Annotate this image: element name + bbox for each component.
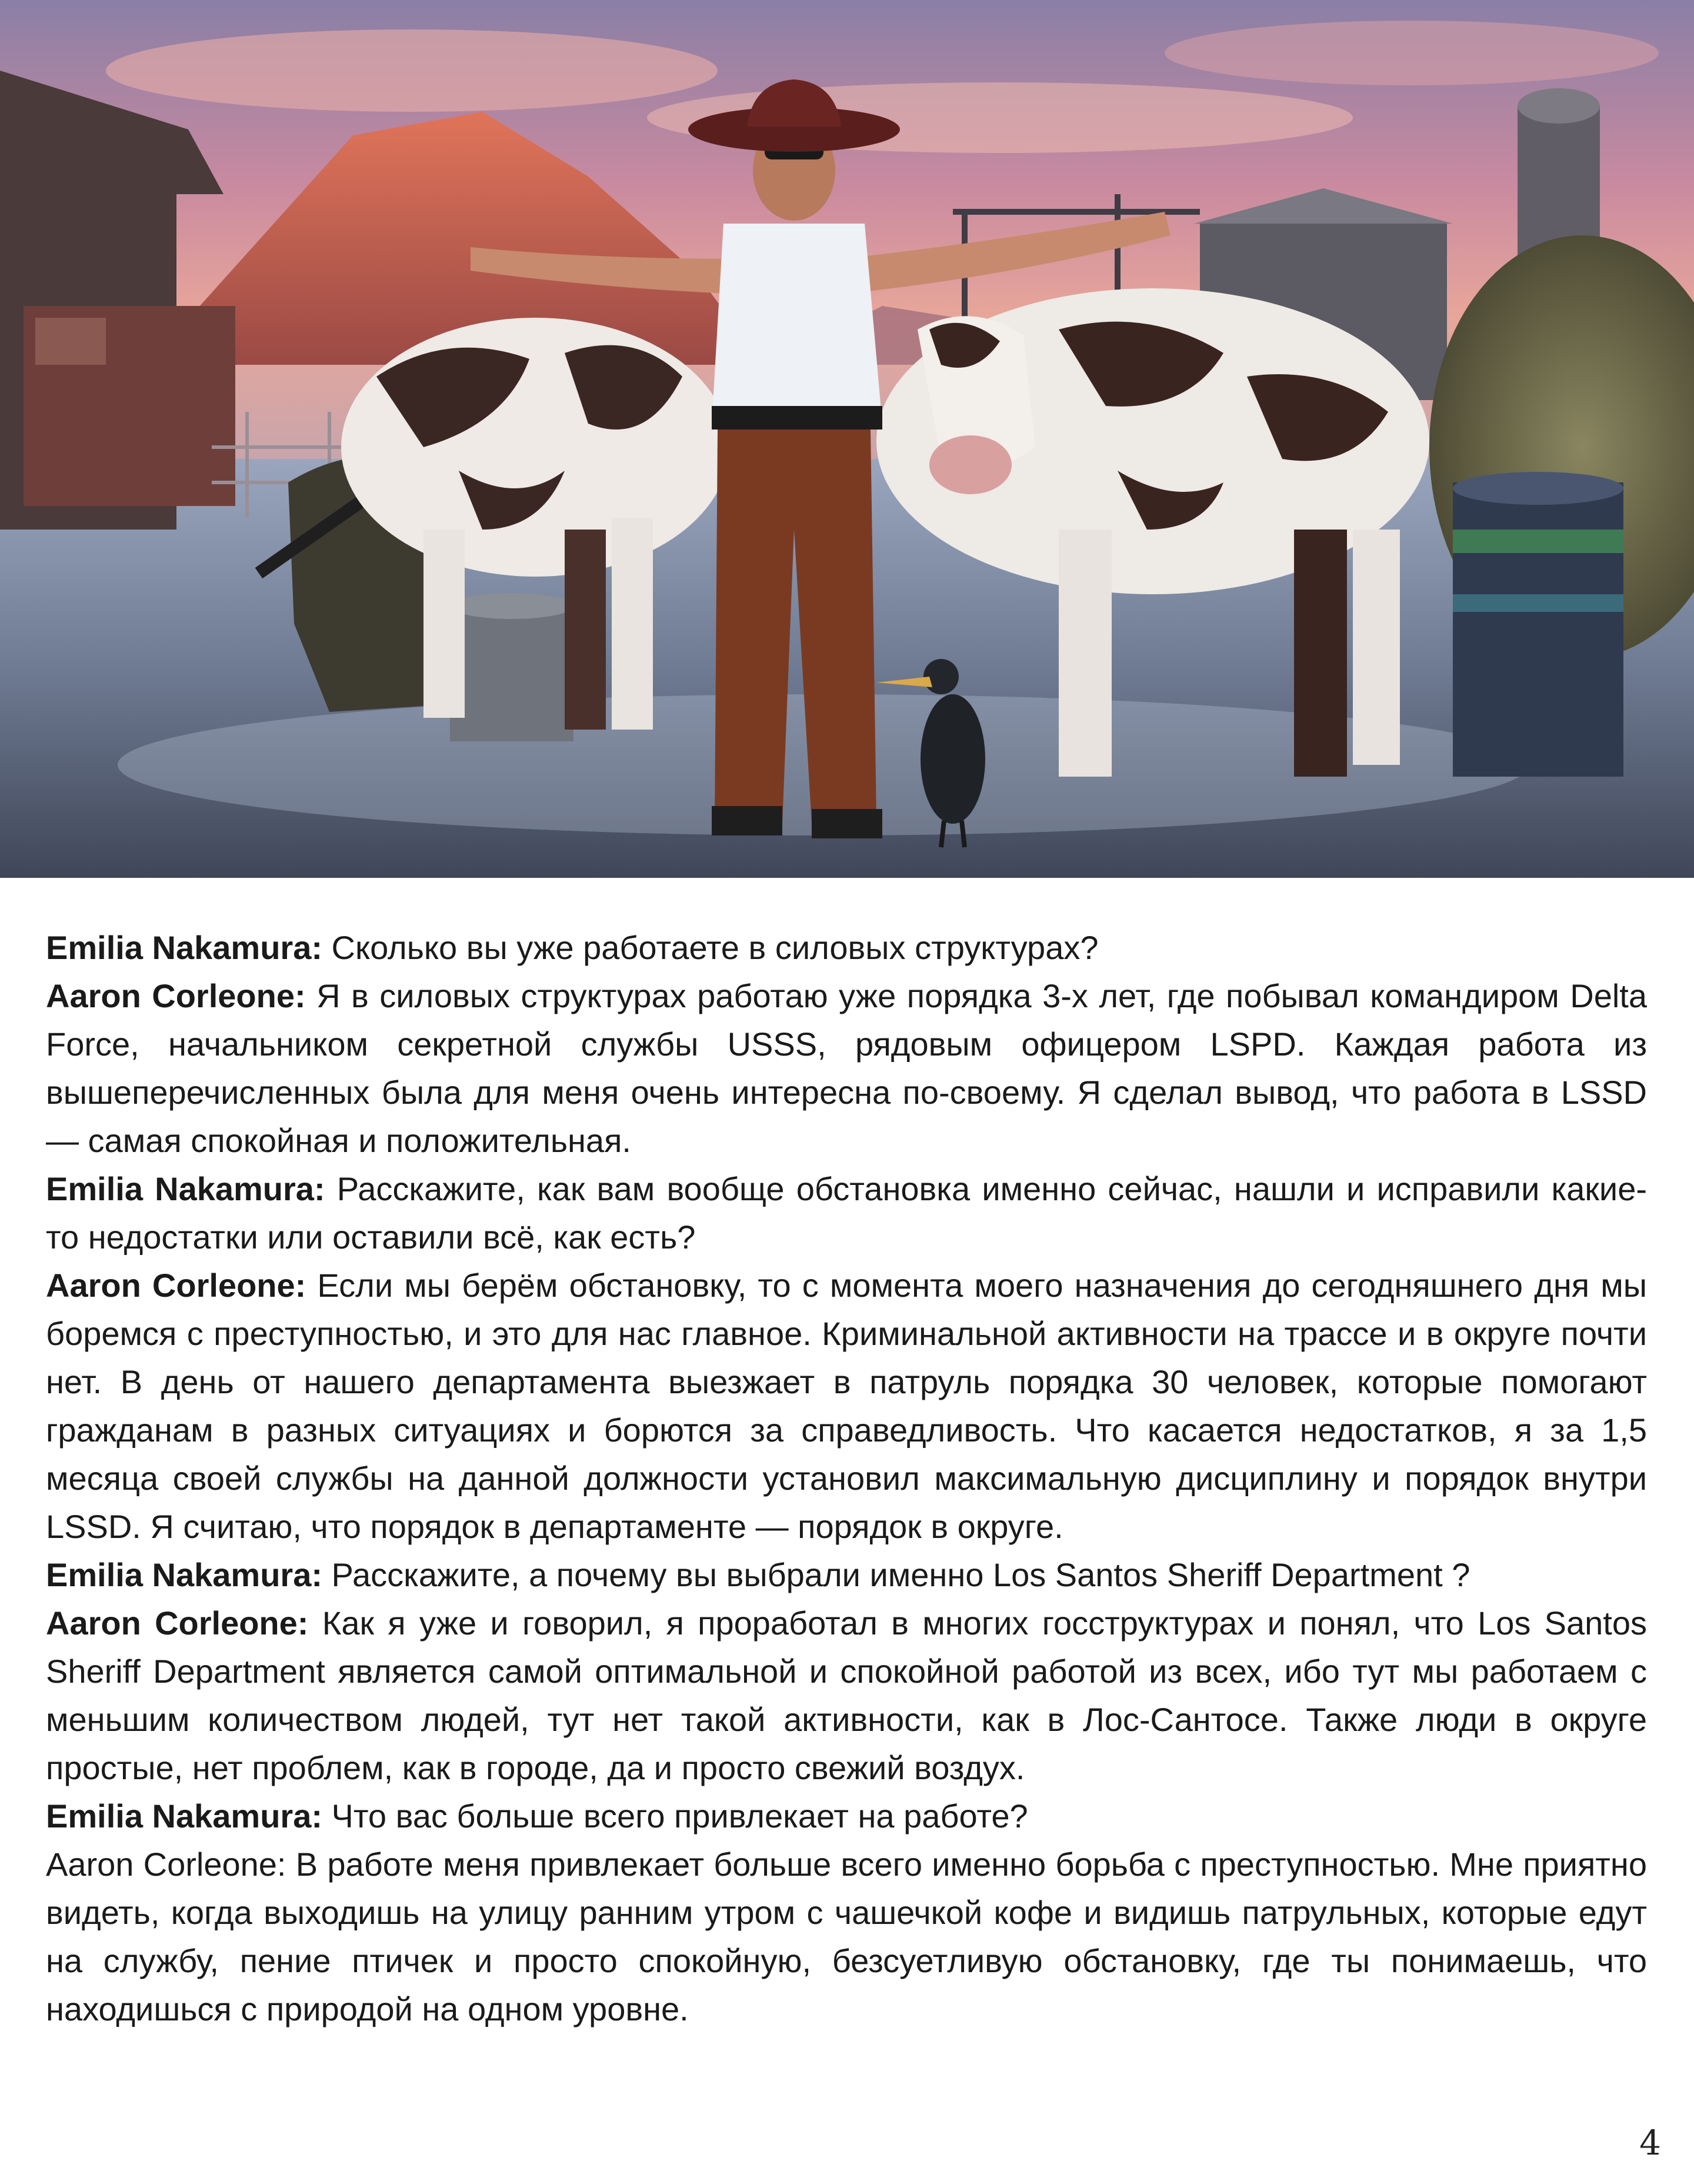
interviewer-name: Emilia Nakamura: [46,1170,325,1207]
interview-line-7 [46,1792,1647,1840]
interview-line-5 [46,1551,1647,1599]
answer-text: Как я уже и говорил, я проработал в многих госструктурах и понял, что Los Santos Sheriff Department является самой оптимальной и спокойной работой из всех, ибо тут мы работаем с меньшим количеством людей, тут нет такой активности, как в Лос-Сантосе. Также люди в округе простые, нет проблем, как в городе, да и просто свежий воздух. [46,1604,1648,1786]
interview-line-3 [46,1165,1647,1261]
interviewer-name: Emilia Nakamura: [46,1556,322,1593]
interview-line-2 [46,972,1647,1165]
hero-illustration [0,0,1694,878]
answer-text: Если мы берём обстановку, то с момента моего назначения до сегодняшнего дня мы боремся с преступностью, и это для нас главное. Криминальной активности на трассе и в округе почти нет. В день от нашего департамента выезжает в патруль порядка 30 человек, которые помогают гражданам в разных ситуациях и борются за справедливость. Что касается недостатков, я за 1,5 месяца своей службы на данной должности установил максимальную дисциплину и порядок внутри LSSD. Я считаю, что порядок в департаменте — порядок в округе. [46,1267,1648,1545]
interviewee-name-plain: Aaron Corleone: [46,1846,286,1883]
interviewee-name: Aaron Corleone: [46,977,306,1014]
page-number: 4 [1639,2123,1661,2163]
question-text: Расскажите, а почему вы выбрали именно Los Santos Sheriff Department ? [322,1556,1470,1593]
interviewer-name: Emilia Nakamura: [46,929,322,966]
interview-line-6 [46,1599,1647,1792]
question-text: Сколько вы уже работаете в силовых структурах? [322,929,1099,966]
interview-line-8 [46,1840,1647,2033]
question-text: Расскажите, как вам вообще обстановка именно сейчас, нашли и исправили какие-то недостатки или оставили всё, как есть? [46,1170,1648,1256]
answer-text: В работе меня привлекает больше всего именно борьба с преступностью. Мне приятно видеть, когда выходишь на улицу ранним утром с чашечкой кофе и видишь патрульных, которые едут на службу, пение птичек и просто спокойную, безсуетливую обстановку, где ты понимаешь, что находишься с природой на одном уровне. [46,1846,1648,2027]
interviewee-name: Aaron Corleone: [46,1267,306,1304]
interview-line-4 [46,1261,1647,1551]
answer-text: Я в силовых структурах работаю уже порядка 3-х лет, где побывал командиром Delta Force, начальником секретной службы USSS, рядовым офицером LSPD. Каждая работа из вышеперечисленных была для меня очень интересна по-своему. Я сделал вывод, что работа в LSSD — самая спокойная и положительная. [46,977,1647,1159]
question-text: Что вас больше всего привлекает на работе? [322,1797,1028,1835]
interview-line-1 [46,924,1647,972]
interview-text [46,924,1647,2033]
interviewee-name: Aaron Corleone: [46,1604,309,1642]
hero-photo [0,0,1694,878]
interviewer-name: Emilia Nakamura: [46,1797,322,1835]
